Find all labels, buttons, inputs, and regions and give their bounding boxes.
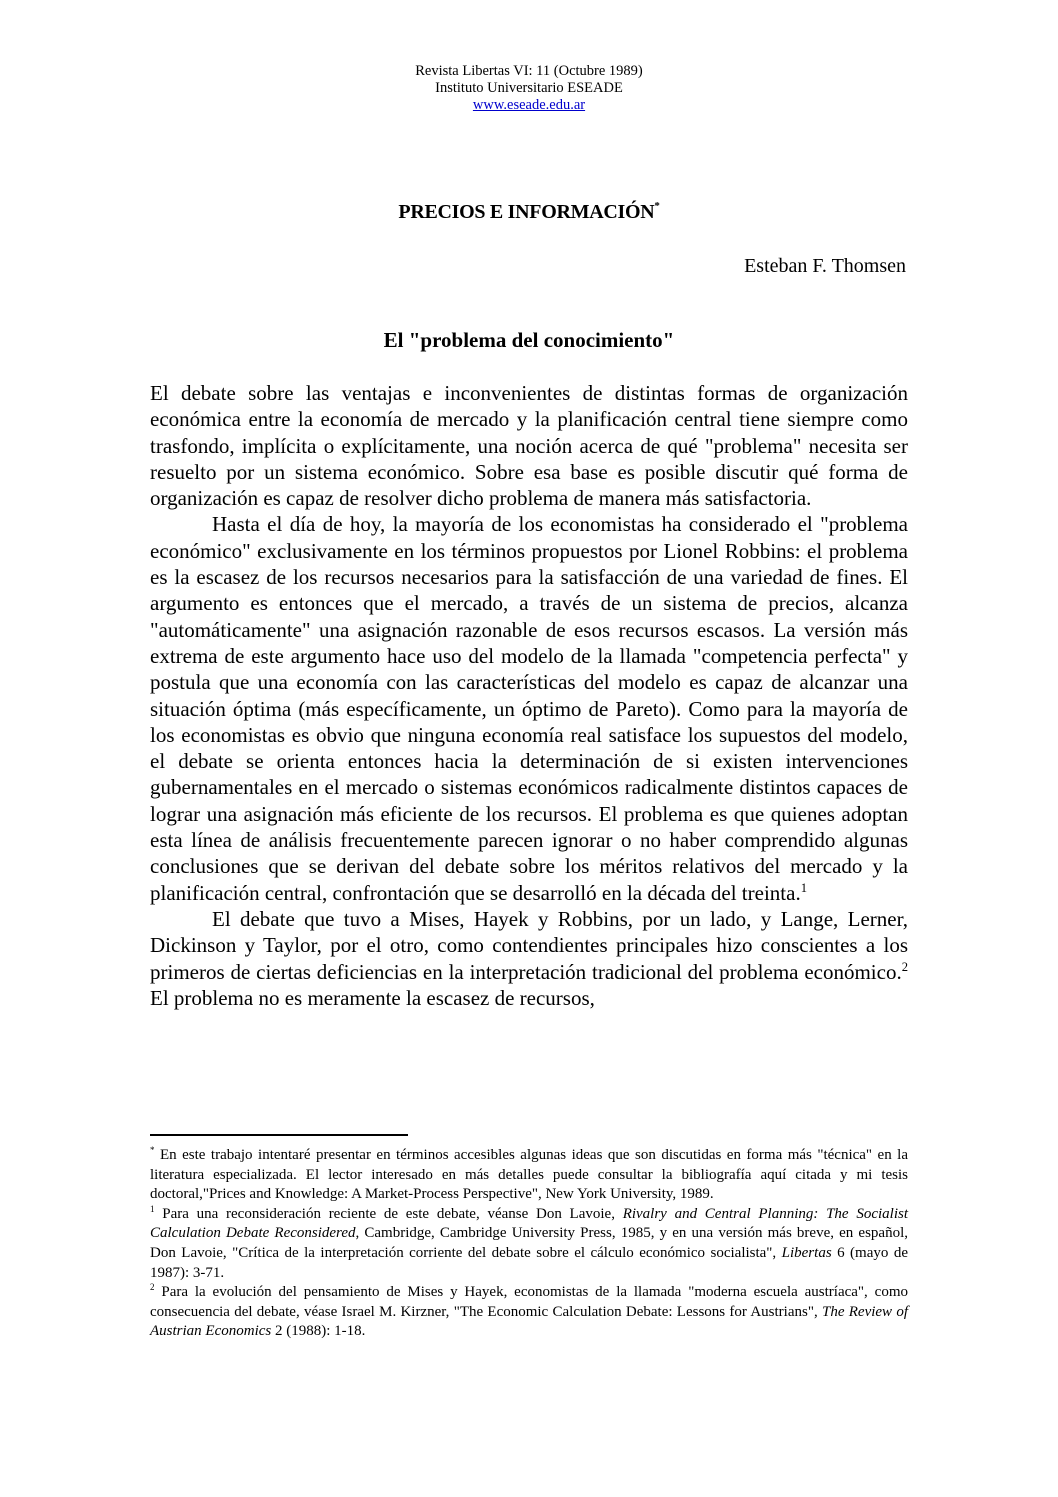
article-body xyxy=(150,380,919,1011)
footnote-divider xyxy=(150,1134,408,1136)
footnote-1 xyxy=(150,1205,908,1283)
footnotes xyxy=(150,1146,908,1342)
title-footnote-mark[interactable]: * xyxy=(654,200,660,212)
author-name: Esteban F. Thomsen xyxy=(744,255,906,277)
section-heading: El "problema del conocimiento" xyxy=(383,328,675,352)
journal-title: The Review of Austrian Economics xyxy=(150,1303,908,1340)
website-link[interactable]: www.eseade.edu.ar xyxy=(472,97,586,113)
journal-title: Libertas xyxy=(781,1244,832,1261)
footnote-text: En este trabajo intentaré presentar en términos accesibles algunas ideas que son discutidas en forma más "técnica" en la literatura especializada. El lector interesado en más detalles puede consultar la bibliografía aquí citada y mi tesis doctoral,"Prices and Knowledge: A Market-Process Perspective", New York University, 1989. xyxy=(150,1147,908,1203)
footnote-ref-2[interactable]: 2 xyxy=(901,959,908,974)
book-title: Rivalry and Central Planning: The Socialist Calculation Debate Reconsidered xyxy=(150,1205,908,1242)
journal-citation: Revista Libertas VI: 11 (Octubre 1989) xyxy=(415,63,643,79)
footnote-mark: 2 xyxy=(150,1282,155,1293)
footnote-2 xyxy=(150,1283,908,1342)
paragraph-3-text-a: El debate que tuvo a Mises, Hayek y Robbins, por un lado, y Lange, Lerner, Dickinson y Taylor, por el otro, como contendientes principales hizo conscientes a los primeros de ciertas deficiencias en la interpretación tradicional del problema económico. xyxy=(150,906,908,984)
paragraph-2-text: Hasta el día de hoy, la mayoría de los economistas ha considerado el "problema económico" exclusivamente en los términos propuestos por Lionel Robbins: el problema es la escasez de los recursos necesarios para la satisfacción de una variedad de fines. El argumento es entonces que el mercado, a través de un sistema de precios, alcanza "automáticamente" una asignación razonable de esos recursos escasos. La versión más extrema de este argumento hace uso del modelo de la llamada "competencia perfecta" y postula que una economía con las características del modelo es capaz de alcanzar una situación óptima (más específicamente, un óptimo de Pareto). Como para la mayoría de los economistas es obvio que ninguna economía real satisface los supuestos del modelo, el debate se orienta entonces hacia la determinación de si existen intervenciones gubernamentales en el mercado o sistemas económicos radicalmente distintos capaces de lograr una asignación más eficiente de los recursos. El problema es que quienes adoptan esta línea de análisis frecuentemente parecen ignorar o no haber comprendido algunas conclusiones que se derivan del debate sobre los méritos relativos del mercado y la planificación central, confrontación que se desarrolló en la década del treinta. xyxy=(150,512,908,905)
journal-header xyxy=(0,63,1058,114)
footnote-mark: 1 xyxy=(150,1203,155,1214)
footnote-text: Para una reconsideración reciente de este debate, véanse Don Lavoie, xyxy=(154,1205,623,1222)
paragraph-3-text-b: El problema no es meramente la escasez de recursos, xyxy=(150,959,919,1010)
footnote-text: 6 (mayo de 1987): 3-71. xyxy=(150,1244,908,1281)
footnote-text: Para la evolución del pensamiento de Mises y Hayek, economistas de la llamada "moderna escuela austríaca", como consecuencia del debate, véase Israel M. Kirzner, "The Economic Calculation Debate: Lessons for Austrians", xyxy=(150,1284,908,1320)
footnote-text: , Cambridge, Cambridge University Press, 1985, y en una versión más breve, en español, Don Lavoie, "Crítica de la interpretación corriente del debate sobre el cálculo económico socialista", xyxy=(150,1225,908,1261)
paragraph-2 xyxy=(150,511,908,905)
institution-name: Instituto Universitario ESEADE xyxy=(435,80,623,96)
paragraph-3 xyxy=(150,906,919,1011)
footnote-text: 2 (1988): 1-18. xyxy=(271,1323,366,1340)
paragraph-1: El debate sobre las ventajas e inconvenientes de distintas formas de organización económica entre la economía de mercado y la planificación central tiene siempre como trasfondo, implícita o explícitamente, una noción acerca de qué "problema" necesita ser resuelto por un sistema económico. Sobre esa base es posible discutir qué forma de organización es capaz de resolver dicho problema de manera más satisfactoria. xyxy=(150,381,908,511)
footnote-ref-1[interactable]: 1 xyxy=(800,880,807,895)
footnote-mark: * xyxy=(150,1145,155,1155)
article-title xyxy=(0,200,1058,224)
article-title-text: PRECIOS E INFORMACIÓN xyxy=(398,201,655,223)
footnote-star xyxy=(150,1146,908,1205)
